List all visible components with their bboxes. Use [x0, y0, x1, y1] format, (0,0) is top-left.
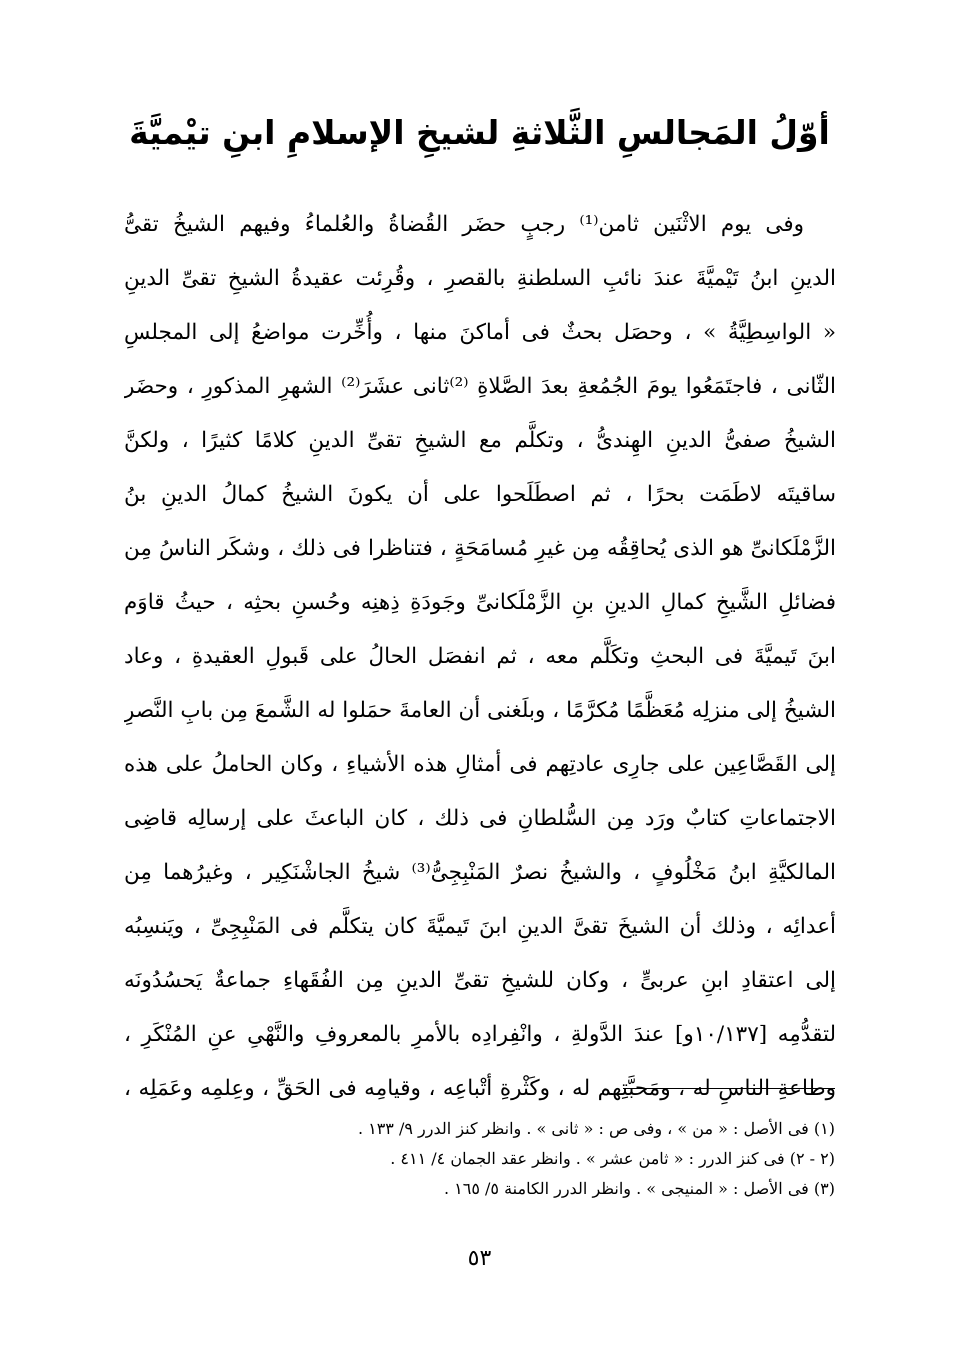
body-line: الثّانى ، فاجتَمَعُوا يومَ الجُمُعةِ بعدَ الصَّلاةِ ⁽²⁾ثانى عشَرَ⁽²⁾ الشهرِ المذكورِ ، وحضَر — [124, 374, 836, 399]
body-line: الشيخُ إلى منزلِه مُعَظَّمًا مُكرَّمًا ، وبلَغنى أن العامةَ حمَلوا له الشَّمعَ مِن بابِ النَّصرِ — [124, 698, 836, 723]
body-line: « الواسِطِيَّةُ » ، وحصَل بحثٌ فى أماكنَ منها ، وأُخِّرت مواضعُ إلى المجلسِ — [124, 320, 836, 345]
footnote: (٣) فى الأصل : « المنيجى » . وانظر الدرر الكامنة ٥/ ١٦٥ . — [443, 1179, 835, 1198]
body-line: الدينِ ابنُ تَيْميَّةَ عندَ نائبِ السلطنةِ بالقصرِ ، وقُرِئت عقيدةُ الشيخِ تقىِّ الدينِ — [124, 266, 836, 291]
body-line: أعدائِه ، وذلك أن الشيخَ تقىَّ الدينِ ابنَ تَيميَّةَ كان يتكلَّم فى المَنْبِجِىِّ ، ويَنسِبُه — [124, 914, 836, 939]
footnote: (٢ - ٢) فى كنز الدرر : « ثامن عشر » . وانظر عقد الجمان ٤/ ٤١١ . — [390, 1149, 835, 1168]
body-line: الشيخُ صفىُّ الدينِ الهِندىُّ ، وتكلَّم مع الشيخِ تقىِّ الدينِ كلامًا كثيرًا ، ولكنَّ — [124, 428, 836, 453]
body-line: ساقيتَه لاطَمَت بحرًا ، ثم اصطَلَحوا على أن يكونَ الشيخُ كمالُ الدينِ بنُ — [124, 482, 836, 507]
body-line: لتقدُّمِه [١٠/١٣٧و] عندَ الدَّولةِ ، وانْفِرادِه بالأمرِ بالمعروفِ والنَّهْىِ عنِ المُنْكَرِ ، — [124, 1022, 836, 1047]
footnote-separator — [623, 1088, 835, 1089]
footnote: (١) فى الأصل : « من » ، وفى ص : « ثانى » . وانظر كنز الدرر ٩/ ١٣٣ . — [357, 1119, 835, 1138]
body-line: وفى يوم الاثْنَين ثامن⁽¹⁾ رجبٍ حضَر القُضاةُ والعُلماءُ وفيهم الشيخُ تقىُّ — [124, 212, 804, 237]
body-line: إلى القَصَّاعِين على جارِى عادتِهم فى أمثالِ هذه الأشياءِ ، وكان الحاملُ على هذه — [124, 752, 836, 777]
chapter-title: أوّلُ المَجالسِ الثَّلاثةِ لشيخِ الإسلامِ ابنِ تيْميَّةَ — [129, 113, 830, 152]
body-line: وطاعةِ الناسِ له ، ومَحبَّتِهم له ، وكَثْرةِ أتْباعِه ، وقيامِه فى الحَقِّ ، وعِلمِه وعَمَلِه ، — [124, 1076, 836, 1101]
body-line: فضائلِ الشَّيخِ كمالِ الدينِ بنِ الزَّمْلَكانىِّ وجَودَةِ ذِهنِه وحُسنِ بحثِه ، حيثُ قاوَم — [124, 590, 836, 615]
body-line: الزَّمْلَكانىِّ هو الذى يُحاقِقُه مِن غيرِ مُسامَحَةٍ ، فتناظرا فى ذلك ، وشكَر الناسُ مِن — [124, 536, 836, 561]
body-line: الاجتماعاتِ كتابٌ ورَد مِن السُّلطانِ فى ذلك ، كان الباعثَ على إرسالِه قاضِى — [124, 806, 836, 831]
body-line: إلى اعتقادِ ابنِ عربىٍّ ، وكان للشيخِ تقىِّ الدينِ مِن الفُقَهاءِ جماعةٌ يَحسُدُونَه — [124, 968, 836, 993]
body-line: المالكيَّةِ ابنُ مَخْلُوفٍ ، والشيخُ نصرٌ المَنْبِجِىُّ⁽³⁾ شيخُ الجاشْنَكِير ، وغيرُهما مِن — [124, 860, 836, 885]
page-number: ٥٣ — [467, 1246, 492, 1271]
body-line: ابنَ تَيميَّةَ فى البحثِ وتكَلَّم معه ، ثم انفصَل الحالُ على قَبولِ العقيدةِ ، وعاد — [124, 644, 836, 669]
body-text — [124, 198, 836, 1116]
footnotes — [275, 1114, 835, 1204]
